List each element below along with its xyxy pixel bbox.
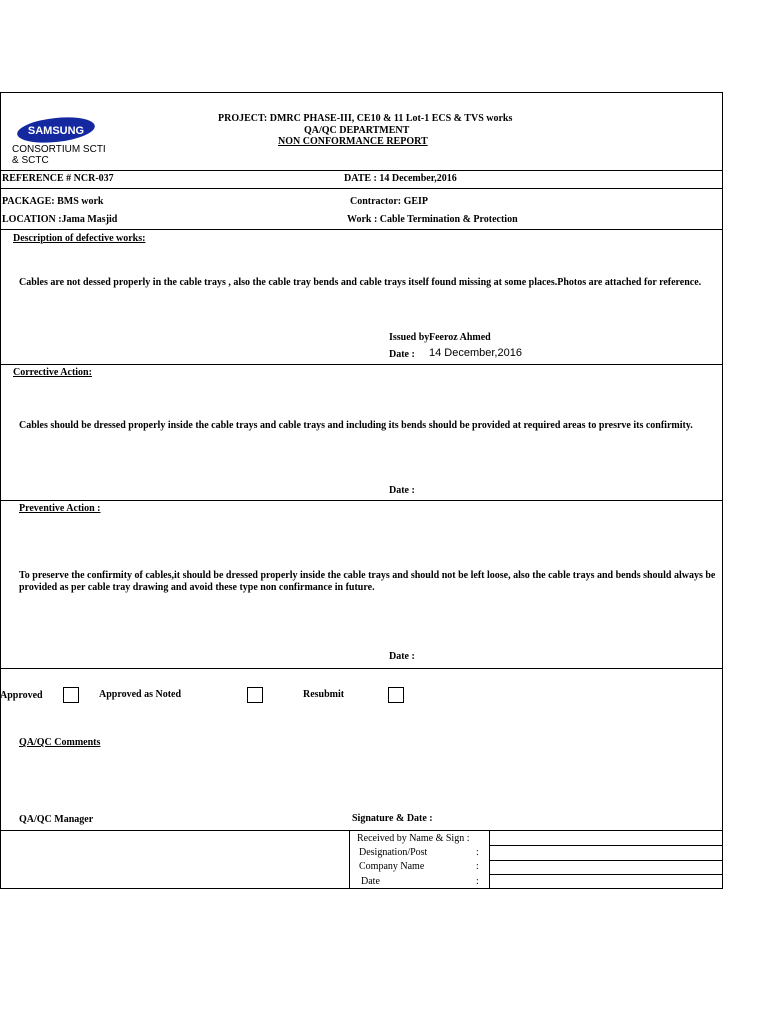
report-date: DATE : 14 December,2016 <box>344 173 457 184</box>
description-date-value: 14 December,2016 <box>429 347 522 359</box>
report-title: NON CONFORMANCE REPORT <box>278 136 428 147</box>
received-table-mid <box>489 830 490 888</box>
frame-top <box>0 92 723 93</box>
received-date-colon: : <box>476 876 479 887</box>
signature-date-label: Signature & Date : <box>352 813 433 824</box>
issued-by-value: Feeroz Ahmed <box>429 332 491 343</box>
consortium-line-2: & SCTC <box>12 155 49 166</box>
company-name-colon: : <box>476 861 479 872</box>
consortium-line-1: CONSORTIUM SCTI <box>12 144 106 155</box>
section-divider-1 <box>0 364 723 365</box>
received-row-line-2 <box>489 860 722 861</box>
received-table-left <box>349 830 350 888</box>
logo-text: SAMSUNG <box>27 125 85 137</box>
approved-as-noted-checkbox[interactable] <box>247 687 263 703</box>
info-divider-2 <box>0 229 723 230</box>
location: LOCATION :Jama Masjid <box>2 214 118 225</box>
resubmit-checkbox[interactable] <box>388 687 404 703</box>
received-row-line-1 <box>489 845 722 846</box>
frame-left <box>0 92 1 889</box>
description-date-label: Date : <box>389 349 415 360</box>
description-heading: Description of defective works: <box>13 233 146 244</box>
corrective-heading: Corrective Action: <box>13 367 92 378</box>
contractor: Contractor: GEIP <box>350 196 429 207</box>
preventive-date-label: Date : <box>389 651 415 662</box>
corrective-text: Cables should be dressed properly inside the cable trays and cable trays and including its bends should be provided at required areas to presrve its confirmity. <box>19 420 693 431</box>
consortium-name <box>12 144 106 166</box>
work-type: Work : Cable Termination & Protection <box>347 214 518 225</box>
header-divider <box>0 170 723 171</box>
section-divider-4 <box>0 830 723 831</box>
qaqc-manager-label: QA/QC Manager <box>19 814 94 825</box>
reference-number: REFERENCE # NCR-037 <box>2 173 114 184</box>
received-row-line-3 <box>489 874 722 875</box>
received-date-label: Date <box>361 876 380 887</box>
project-title: PROJECT: DMRC PHASE-III, CE10 & 11 Lot-1 ECS & TVS works <box>218 113 513 124</box>
section-divider-3 <box>0 668 723 669</box>
description-text: Cables are not dessed properly in the cable trays , also the cable tray bends and cable trays itself found missing at some places.Photos are attached for reference. <box>19 277 702 288</box>
designation-colon: : <box>476 847 479 858</box>
qaqc-comments-heading: QA/QC Comments <box>19 737 101 748</box>
approved-checkbox[interactable] <box>63 687 79 703</box>
package: PACKAGE: BMS work <box>2 196 104 207</box>
issued-by-label: Issued by: <box>389 332 433 343</box>
department-title: QA/QC DEPARTMENT <box>304 125 410 136</box>
info-divider-1 <box>0 188 723 189</box>
corrective-date-label: Date : <box>389 485 415 496</box>
preventive-heading: Preventive Action : <box>19 503 101 514</box>
resubmit-label: Resubmit <box>303 689 345 700</box>
section-divider-2 <box>0 500 723 501</box>
frame-right <box>722 92 723 889</box>
approved-label: Approved <box>0 690 43 701</box>
preventive-text: To preserve the confirmity of cables,it should be dressed properly inside the cable trays and should not be left loose, also the cable trays and bends should always be provided as per cable tray drawing and avoid these type non confirmance in future. <box>19 570 716 593</box>
company-name-label: Company Name <box>359 861 425 872</box>
designation-label: Designation/Post <box>359 847 428 858</box>
received-by-label: Received by Name & Sign : <box>357 833 470 844</box>
samsung-logo <box>16 116 96 144</box>
frame-bottom <box>0 888 723 889</box>
approved-as-noted-label: Approved as Noted <box>99 689 182 700</box>
